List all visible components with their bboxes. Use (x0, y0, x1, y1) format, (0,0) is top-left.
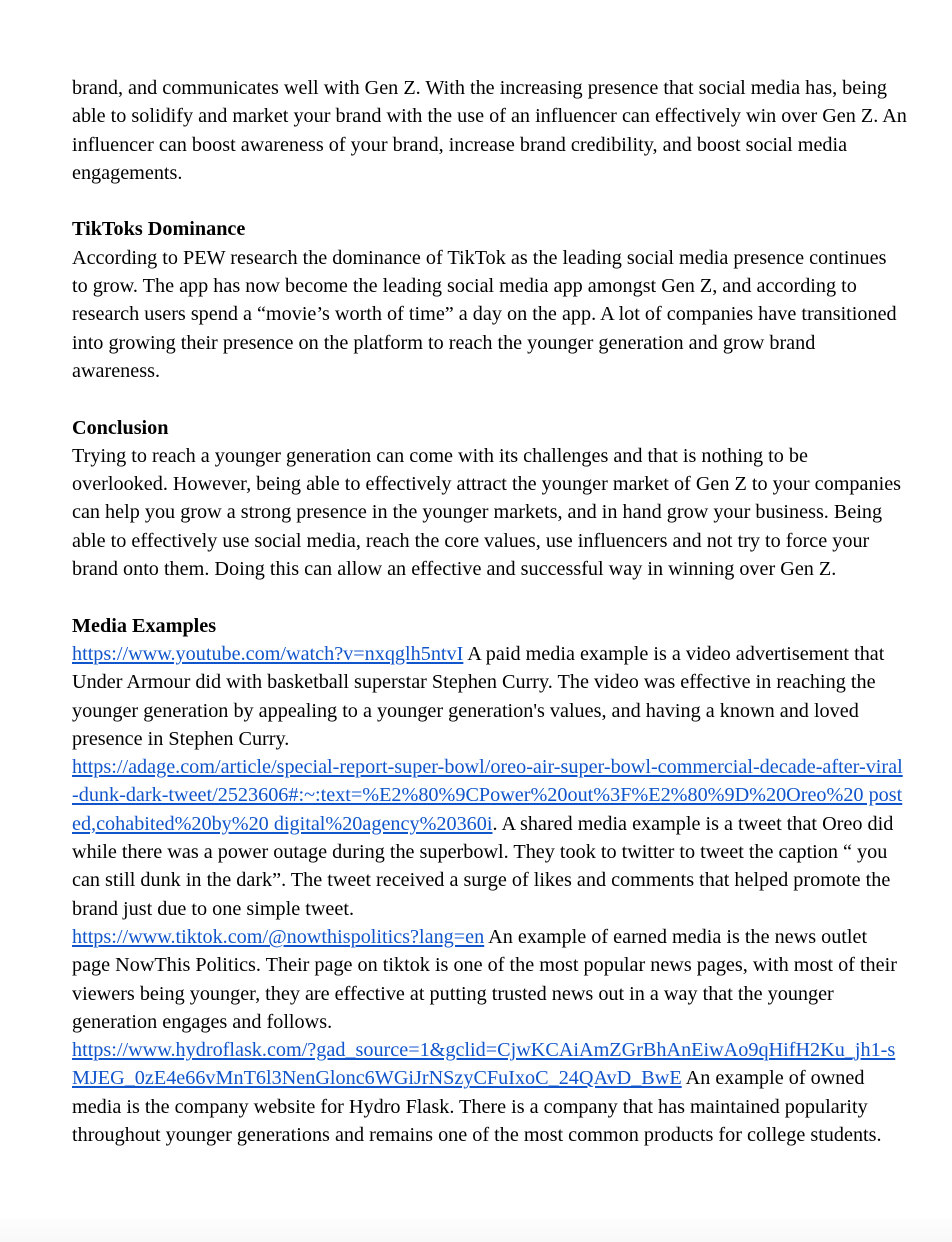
paragraph-spacer (72, 583, 907, 611)
section-body: According to PEW research the dominance of TikTok as the leading social media presence continues to grow. The app has now become the leading social media app amongst Gen Z, and according to research users spend a “movie’s worth of time” a day on the app. A lot of companies have transitioned into growing their presence on the platform to reach the younger generation and grow brand awareness. (72, 246, 897, 382)
section-tiktok-dominance (72, 215, 907, 385)
document-content (72, 74, 907, 1149)
media-example-paid (72, 640, 907, 753)
media-example-description: . A shared media example is a tweet that Oreo did while there was a power outage during the superbowl. They took to twitter to tweet the caption “ you can still dunk in the dark”. The tweet received a surge of likes and comments that helped promote the brand just due to one simple tweet. (72, 812, 894, 920)
hydroflask-link[interactable]: https://www.hydroflask.com/?gad_source=1&gclid=CjwKCAiAmZGrBhAnEiwAo9qHifH2Ku_jh1-sMJEG_0zE4e66vMnT6l3NenGlonc6WGiJrNSzyCFuIxoC_24QAvD_BwE (72, 1039, 896, 1090)
adage-link[interactable]: https://adage.com/article/special-report-super-bowl/oreo-air-super-bowl-commercial-decade-after-viral-dunk-dark-tweet/2523606#:~:text=%E2%80%9CPower%20out%3F%E2%80%9D%20Oreo%20 posted,cohabited%20by%20 digital%20agency%20360i (72, 756, 903, 835)
section-body: Trying to reach a younger generation can come with its challenges and that is nothing to be overlooked. However, being able to effectively attract the younger market of Gen Z to your companies can help you grow a strong presence in the younger markets, and in hand grow your business. Being able to effectively use social media, reach the core values, use influencers and not try to force your brand onto them. Doing this can allow an effective and successful way in winning over Gen Z. (72, 444, 902, 581)
media-example-shared (72, 753, 907, 923)
page-bottom-edge (0, 1218, 952, 1242)
media-example-description: A paid media example is a video advertisement that Under Armour did with basketball superstar Stephen Curry. The video was effective in reaching the younger generation by appealing to a younger generation's values, and having a known and loved presence in Stephen Curry. (72, 642, 885, 750)
section-media-examples (72, 612, 907, 1150)
intro-paragraph: brand, and communicates well with Gen Z. With the increasing presence that social media has, being able to solidify and market your brand with the use of an influencer can effectively win over Gen Z. An influencer can boost awareness of your brand, increase brand credibility, and boost social media engagements. (72, 77, 907, 184)
section-heading: TikToks Dominance (72, 218, 246, 241)
section-conclusion (72, 414, 907, 584)
tiktok-link[interactable]: https://www.tiktok.com/@nowthispolitics?lang=en (72, 925, 485, 948)
youtube-link[interactable]: https://www.youtube.com/watch?v=nxqglh5ntvI (72, 642, 464, 665)
section-heading: Conclusion (72, 416, 169, 439)
section-heading: Media Examples (72, 614, 217, 637)
paragraph-spacer (72, 385, 907, 413)
paragraph-spacer (72, 187, 907, 215)
media-example-earned (72, 923, 907, 1036)
media-example-description: An example of earned media is the news outlet page NowThis Politics. Their page on tiktok is one of the most popular news pages, with most of their viewers being younger, they are effective at putting trusted news out in a way that the younger generation engages and follows. (72, 925, 897, 1033)
media-example-description: An example of owned media is the company website for Hydro Flask. There is a company that has maintained popularity throughout younger generations and remains one of the most common products for college students. (72, 1067, 882, 1146)
media-example-owned (72, 1036, 907, 1149)
